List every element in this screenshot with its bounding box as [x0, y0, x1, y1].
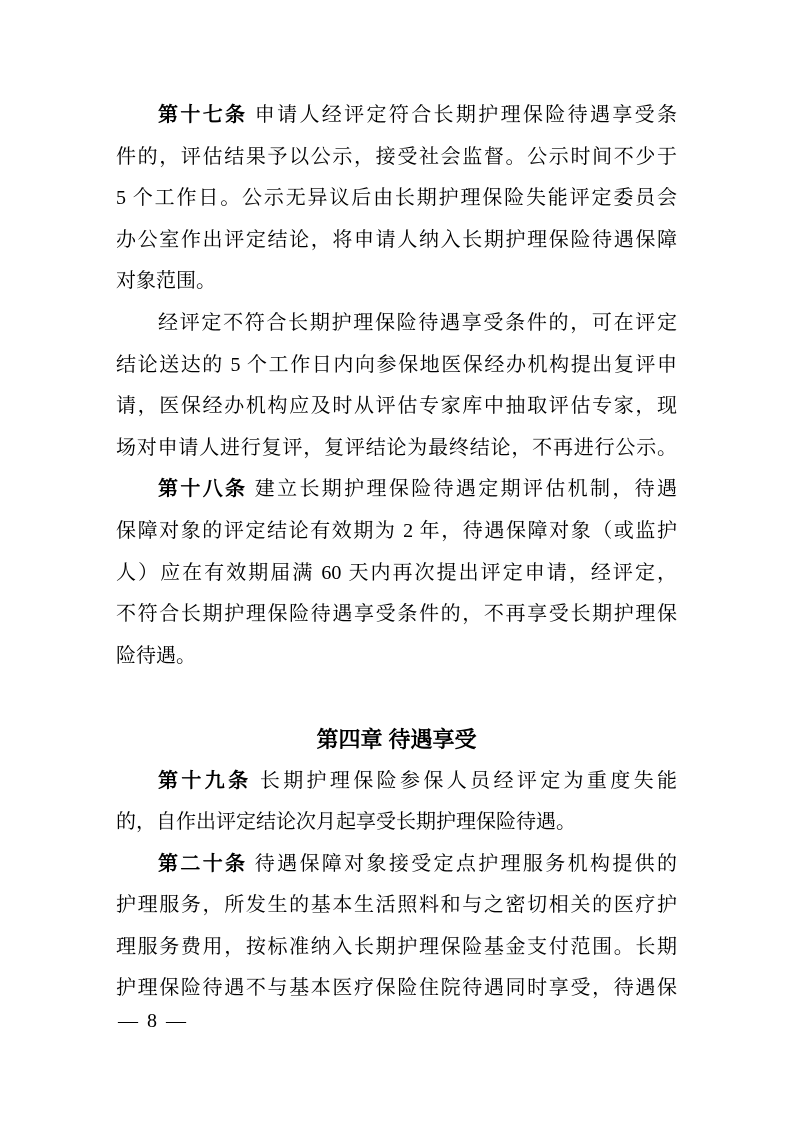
text-line: 5 个工作日。公示无异议后由长期护理保险失能评定委员会 — [116, 187, 677, 210]
article-paragraph — [116, 844, 677, 1010]
article-number: 第十七条 — [158, 104, 248, 126]
document-content — [116, 95, 677, 1010]
text-line: 险待遇。 — [116, 644, 196, 667]
text-line: 人）应在有效期届满 60 天内再次提出评定申请，经评定， — [116, 561, 677, 584]
text-line: 理服务费用，按标准纳入长期护理保险基金支付范围。长期 — [116, 935, 677, 958]
text-line: 请，医保经办机构应及时从评估专家库中抽取评估专家，现 — [116, 395, 677, 418]
text-line: 第十七条 申请人经评定符合长期护理保险待遇享受条 — [158, 104, 677, 126]
article-number: 第十八条 — [158, 478, 248, 501]
text-line: 的，自作出评定结论次月起享受长期护理保险待遇。 — [116, 811, 576, 834]
text-line: 不符合长期护理保险待遇享受条件的，不再享受长期护理保 — [116, 603, 677, 626]
text-line: 第十八条 建立长期护理保险待遇定期评估机制，待遇 — [158, 478, 677, 501]
chapter-heading: 第四章 待遇享受 — [316, 726, 477, 752]
text-line: 保障对象的评定结论有效期为 2 年，待遇保障对象（或监护 — [116, 519, 677, 542]
text-line: 对象范围。 — [116, 270, 216, 293]
page-number: — 8 — — [118, 1010, 188, 1032]
text-line: 经评定不符合长期护理保险待遇享受条件的，可在评定 — [158, 311, 677, 334]
article-number: 第十九条 — [158, 769, 252, 792]
text-line: 结论送达的 5 个工作日内向参保地医保经办机构提出复评申 — [116, 353, 677, 376]
text-line: 办公室作出评定结论，将申请人纳入长期护理保险待遇保障 — [116, 228, 677, 251]
article-paragraph — [116, 761, 677, 844]
text-line: 护理保险待遇不与基本医疗保险住院待遇同时享受，待遇保 — [116, 977, 677, 1000]
text-line: 件的，评估结果予以公示，接受社会监督。公示时间不少于 — [116, 145, 677, 168]
article-paragraph — [116, 95, 677, 303]
article-paragraph — [116, 469, 677, 677]
text-line: 第二十条 待遇保障对象接受定点护理服务机构提供的 — [158, 852, 677, 875]
text-line: 第十九条 长期护理保险参保人员经评定为重度失能 — [158, 769, 677, 792]
article-paragraph — [116, 303, 677, 469]
text-line: 护理服务，所发生的基本生活照料和与之密切相关的医疗护 — [116, 894, 677, 917]
text-line: 场对申请人进行复评，复评结论为最终结论，不再进行公示。 — [116, 436, 677, 459]
article-number: 第二十条 — [158, 852, 248, 875]
